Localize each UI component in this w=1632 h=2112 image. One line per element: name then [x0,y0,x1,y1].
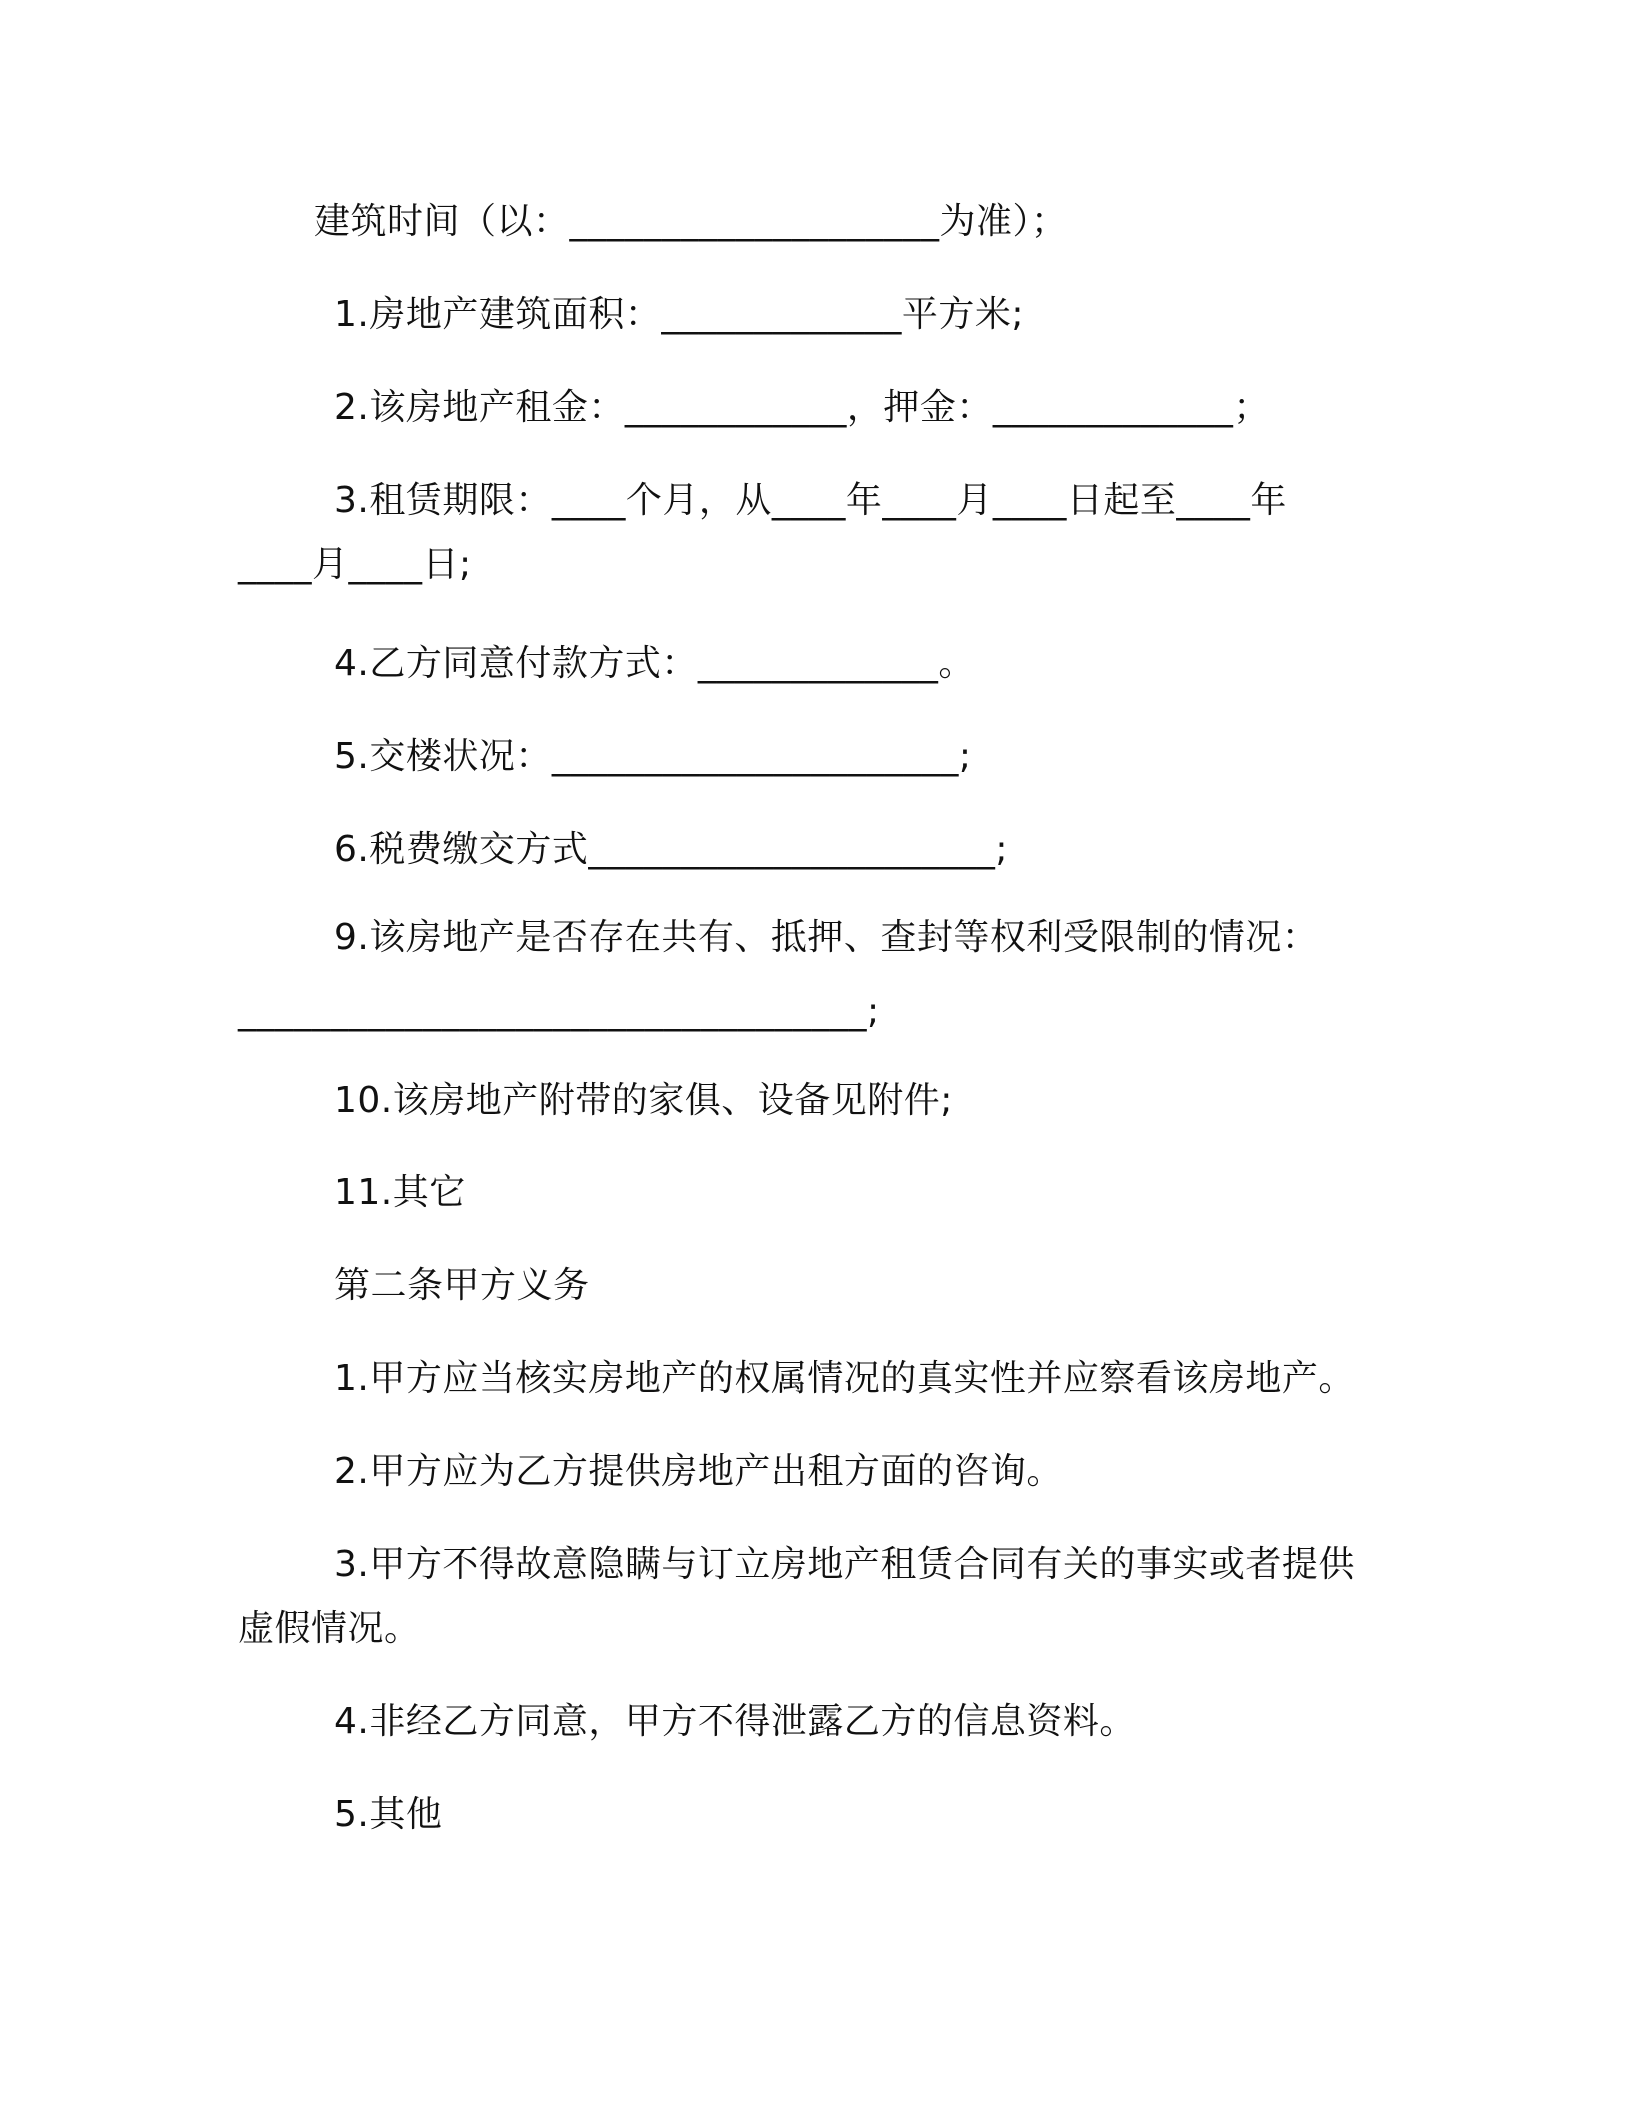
item-6-tax-line: 6.税费缴交方式______________________; [334,829,1008,870]
party-a-duty-3: 3.甲方不得故意隐瞒与订立房地产租赁合同有关的事实或者提供 [334,1544,1355,1585]
party-a-duty-3-continued: 虚假情况。 [238,1608,421,1649]
item-1-area-line: 1.房地产建筑面积：_____________平方米; [334,294,1024,335]
item-10-furniture-line: 10.该房地产附带的家俱、设备见附件; [334,1080,953,1121]
item-5-handover-line: 5.交楼状况：______________________; [334,736,972,777]
party-a-duty-4: 4.非经乙方同意，甲方不得泄露乙方的信息资料。 [334,1701,1136,1742]
item-3-lease-term-line: 3.租赁期限：____个月，从____年____月____日起至____年 [334,480,1287,521]
party-a-duty-5: 5.其他 [334,1794,443,1835]
item-9-restriction-line: 9.该房地产是否存在共有、抵押、查封等权利受限制的情况： [334,917,1319,958]
item-3-lease-term-continued: ____月____日; [238,544,472,585]
section-two-heading: 第二条甲方义务 [334,1265,590,1306]
item-9-restriction-blank: __________________________________; [238,991,880,1032]
item-4-payment-line: 4.乙方同意付款方式：_____________。 [334,643,975,684]
item-11-other-line: 11.其它 [334,1172,466,1213]
item-2-rent-deposit-line: 2.该房地产租金：____________，押金：_____________； [334,387,1270,428]
party-a-duty-1: 1.甲方应当核实房地产的权属情况的真实性并应察看该房地产。 [334,1358,1355,1399]
building-time-line: 建筑时间（以：____________________为准）； [314,201,1068,242]
party-a-duty-2: 2.甲方应为乙方提供房地产出租方面的咨询。 [334,1451,1063,1492]
